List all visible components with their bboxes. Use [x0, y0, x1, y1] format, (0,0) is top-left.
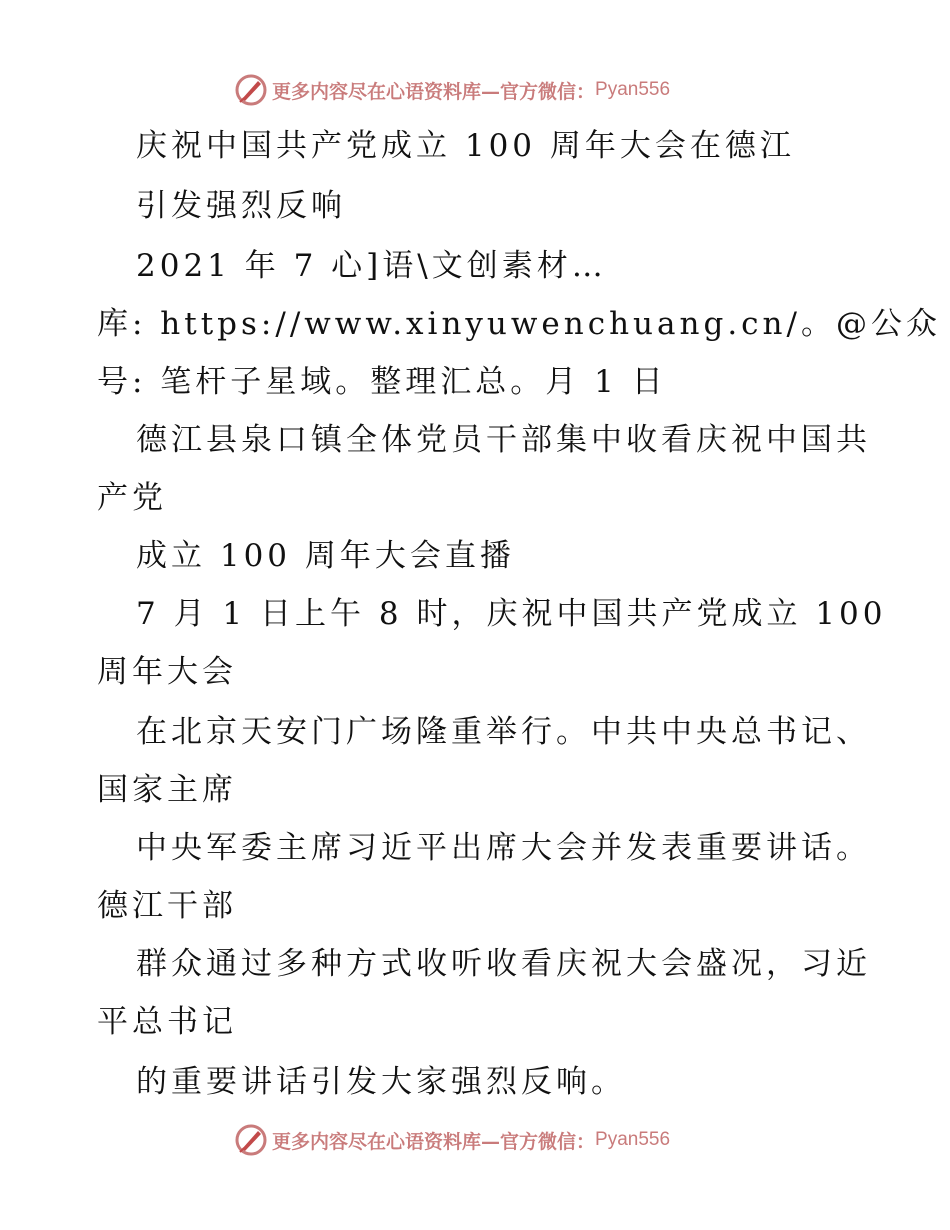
text-line: 国家主席 [97, 772, 237, 808]
text-line: 德江干部 [97, 888, 237, 924]
watermark-account: Pyan556 [595, 79, 671, 100]
text-line: 引发强烈反响 [136, 188, 346, 224]
text-line: 庆祝中国共产党成立 100 周年大会在德江 [136, 128, 795, 164]
watermark-brand-text: 更多内容尽在心语资料库—官方微信： [272, 1130, 596, 1153]
watermark-brand-text: 更多内容尽在心语资料库—官方微信： [272, 80, 596, 103]
text-line: 中央军委主席习近平出席大会并发表重要讲话。 [136, 830, 871, 866]
text-line: 群众通过多种方式收听收看庆祝大会盛况，习近 [136, 946, 871, 982]
text-line: 产党 [97, 480, 167, 516]
text-line: 2021 年 7 心]语\文创素材… [136, 248, 607, 284]
text-line: 德江县泉口镇全体党员干部集中收看庆祝中国共 [136, 422, 871, 458]
text-line: 库: https://www.xinyuwenchuang.cn/。@公众 [97, 306, 941, 342]
footer-watermark [234, 1122, 754, 1158]
text-line: 成立 100 周年大会直播 [136, 538, 515, 574]
text-line: 平总书记 [97, 1004, 237, 1040]
text-line: 周年大会 [97, 654, 237, 690]
text-line: 7 月 1 日上午 8 时，庆祝中国共产党成立 100 [136, 596, 887, 632]
text-line: 在北京天安门广场隆重举行。中共中央总书记、 [136, 714, 871, 750]
text-line: 号: 笔杆子星域。整理汇总。月 1 日 [97, 364, 667, 400]
feather-pen-icon [234, 1123, 268, 1157]
watermark-account: Pyan556 [595, 1129, 671, 1150]
text-line: 的重要讲话引发大家强烈反响。 [136, 1064, 626, 1100]
